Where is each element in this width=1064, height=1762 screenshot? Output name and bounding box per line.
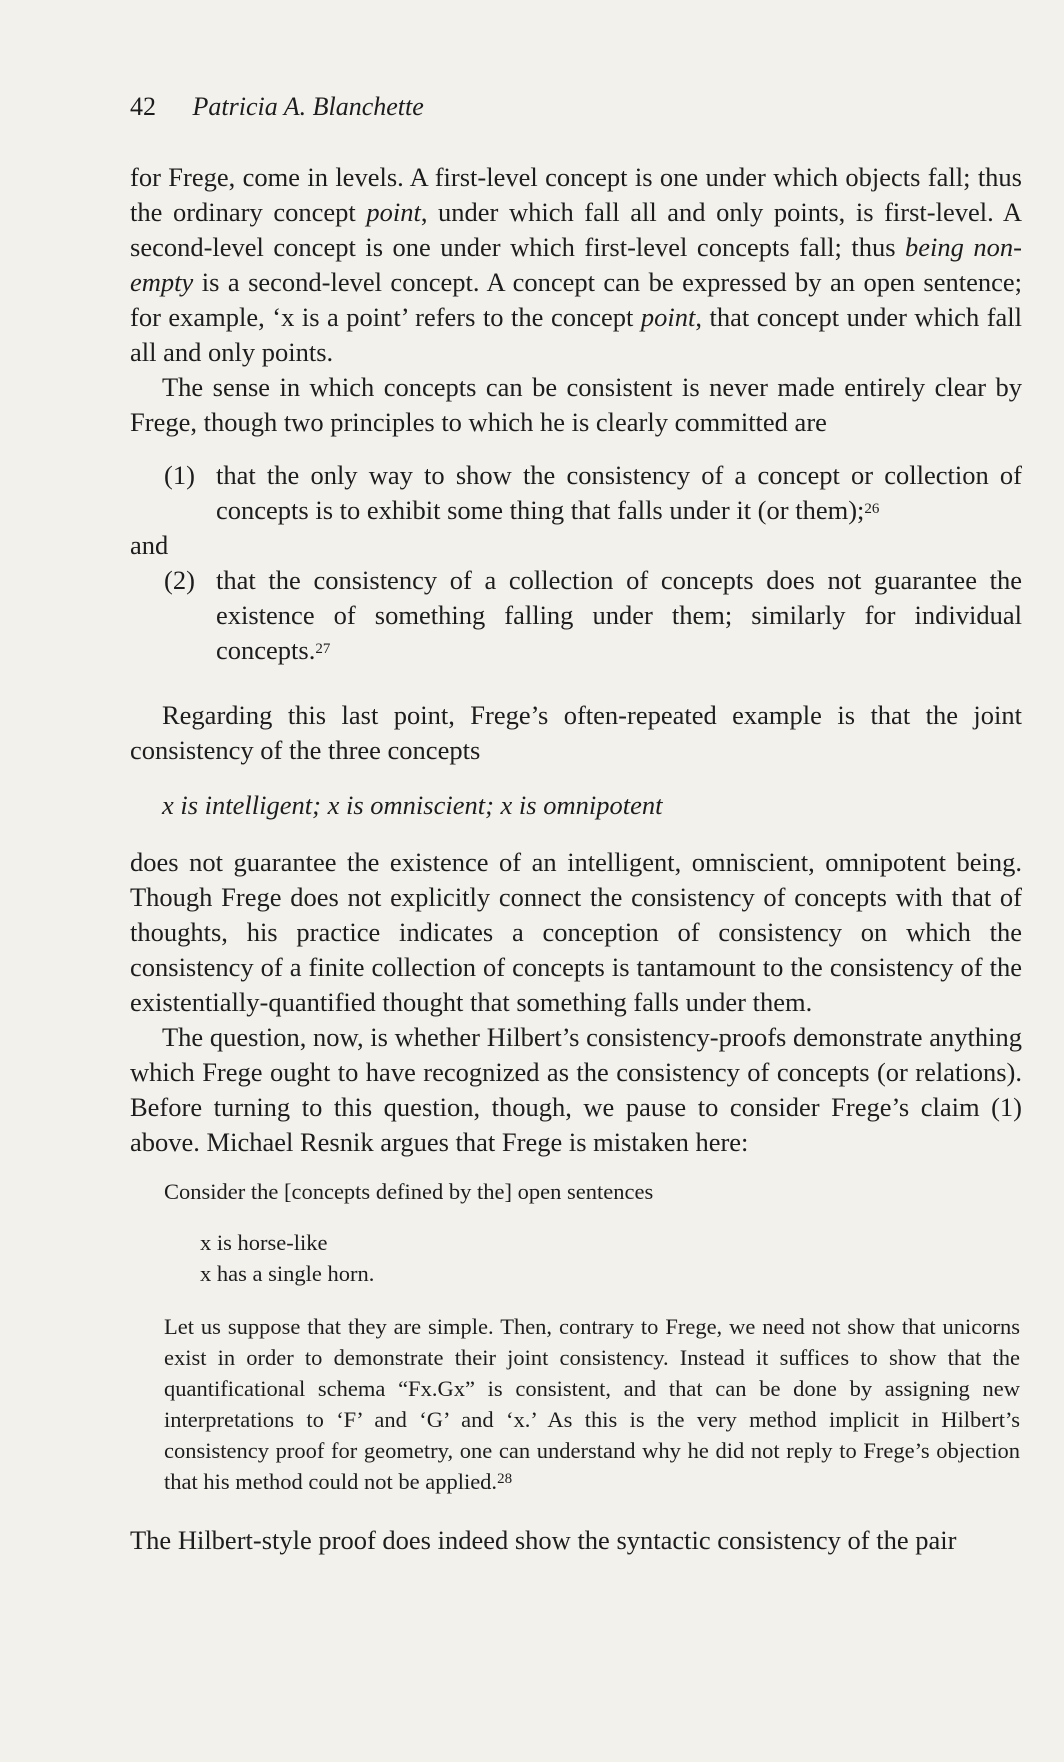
- principle-2-label: (2): [164, 565, 195, 595]
- principle-2-text: that the consistency of a collection of concepts does not guarantee the existence of something falling under them; similarly for individual concepts.$^{27}$: [216, 565, 1022, 665]
- resnik-quotation: [164, 1176, 1022, 1497]
- principle-1-label: (1): [164, 460, 195, 490]
- quote-sentences: [200, 1227, 1022, 1289]
- running-author: Patricia A. Blanchette: [192, 92, 424, 121]
- principle-1: [130, 458, 1022, 528]
- footnote-ref-27: 27: [315, 641, 331, 657]
- page-body: [130, 160, 1022, 1558]
- quote-intro: Consider the [concepts defined by the] open sentences: [164, 1179, 654, 1204]
- paragraph-2: The sense in which concepts can be consistent is never made entirely clear by Frege, though two principles to which he is clearly committed are: [130, 372, 1022, 437]
- principle-2: [130, 563, 1022, 668]
- paragraph-3: Regarding this last point, Frege’s often-repeated example is that the joint consistency of the three concepts: [130, 700, 1022, 765]
- paragraph-6: The Hilbert-style proof does indeed show the syntactic consistency of the pair: [130, 1525, 957, 1555]
- running-header: [130, 92, 424, 122]
- principle-1-text: that the only way to show the consistency of a concept or collection of concepts is to exhibit some thing that falls under it (or them);$^{26}$: [216, 460, 1022, 525]
- paragraph-1: for Frege, come in levels. A first-level concept is one under which objects fall; thus the ordinary concept point, under which fall all and only points, is first-level. A second-level concept is one under which first-level concepts fall; thus being non-empty is a second-level concept. A concept can be expressed by an open sentence; for example, ‘x is a point’ refers to the concept point, that concept under which fall all and only points.: [130, 162, 1023, 367]
- and-connector: and: [130, 530, 169, 560]
- quote-sentence-1: x is horse-like: [200, 1230, 328, 1255]
- footnote-ref-26: 26: [864, 501, 880, 517]
- quote-paragraph: Let us suppose that they are simple. Then, contrary to Frege, we need not show that unicorns exist in order to demonstrate their joint consistency. Instead it suffices to show that the quantificational schema “Fx.Gx” is consistent, and that can be done by assigning new interpretations to ‘F’ and ‘G’ and ‘x.’ As this is the very method implicit in Hilbert’s consistency proof for geometry, one can understand why he did not reply to Frege’s objection that his method could not be applied.$^{28}$: [164, 1314, 1020, 1494]
- paragraph-4: does not guarantee the existence of an intelligent, omniscient, omnipotent being. Though Frege does not explicitly connect the consistency of concepts with that of thoughts, his practice indicates a conception of consistency on which the consistency of a finite collection of concepts is tantamount to the consistency of the existentially-quantified thought that something falls under them.: [130, 847, 1022, 1017]
- paragraph-5: The question, now, is whether Hilbert’s consistency-proofs demonstrate anything which Frege ought to have recognized as the consistency of concepts (or relations). Before turning to this question, though, we pause to consider Frege’s claim (1) above. Michael Resnik argues that Frege is mistaken here:: [130, 1022, 1022, 1157]
- quote-sentence-2: x has a single horn.: [200, 1261, 375, 1286]
- footnote-ref-28: 28: [497, 1471, 513, 1487]
- concept-formula: x is intelligent; x is omniscient; x is omnipotent: [162, 790, 663, 820]
- page-number: 42: [130, 92, 156, 121]
